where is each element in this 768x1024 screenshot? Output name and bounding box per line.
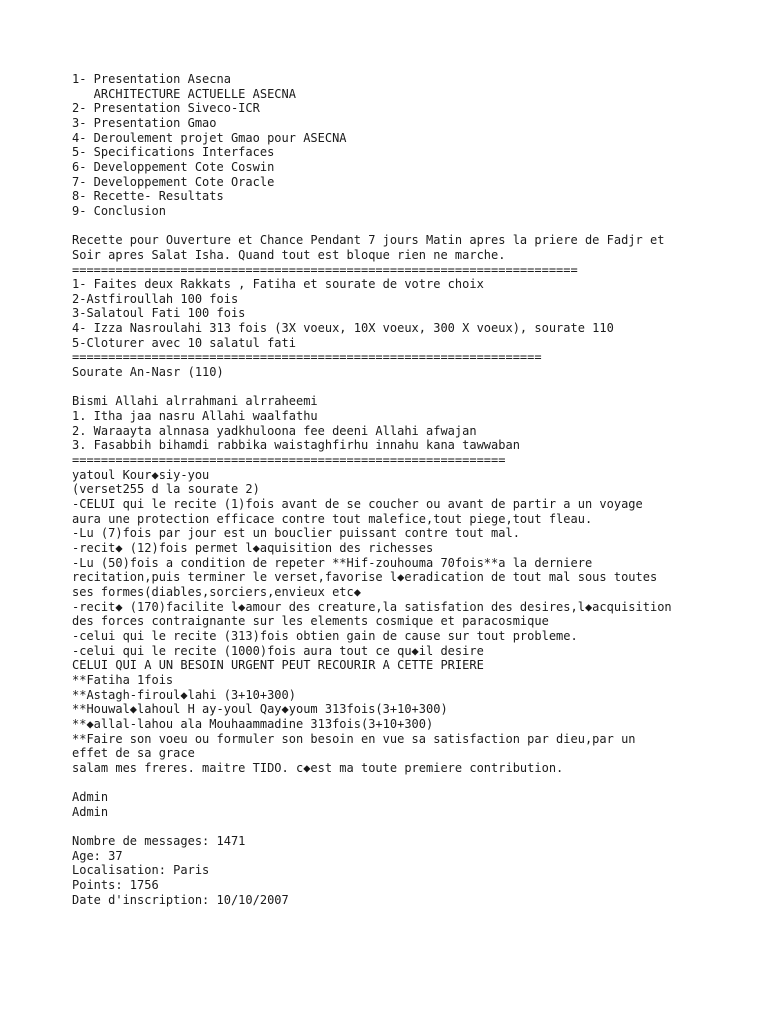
- text-line: Localisation: Paris: [72, 863, 210, 878]
- text-line: Bismi Allahi alrrahmani alrraheemi: [72, 394, 318, 409]
- text-line: 4- Deroulement projet Gmao pour ASECNA: [72, 130, 347, 145]
- text-line: Points: 1756: [72, 878, 159, 893]
- text-line: salam mes freres. maitre TIDO. c◆est ma toute premiere contribution.: [72, 760, 564, 775]
- text-line: 1. Itha jaa nasru Allahi waalfathu: [72, 409, 318, 424]
- text-line: ARCHITECTURE ACTUELLE ASECNA: [72, 86, 296, 101]
- text-line: Admin: [72, 804, 109, 819]
- text-line: Age: 37: [72, 848, 123, 863]
- text-line: Date d'inscription: 10/10/2007: [72, 892, 289, 907]
- text-line: Admin: [72, 790, 109, 805]
- text-line: -recit◆ (170)facilite l◆amour des creature,la satisfation des desires,l◆acquisition: [72, 599, 672, 614]
- blank-line: [72, 775, 752, 790]
- text-line: 6- Developpement Cote Coswin: [72, 159, 275, 174]
- text-line: -recit◆ (12)fois permet l◆aquisition des richesses: [72, 540, 434, 555]
- text-line: Sourate An-Nasr (110): [72, 365, 224, 380]
- text-line: 7- Developpement Cote Oracle: [72, 174, 275, 189]
- text-line: 4- Izza Nasroulahi 313 fois (3X voeux, 10X voeux, 300 X voeux), sourate 110: [72, 321, 614, 336]
- blank-line: [72, 380, 752, 395]
- text-line: CELUI QUI A UN BESOIN URGENT PEUT RECOURIR A CETTE PRIERE: [72, 658, 484, 673]
- blank-line: [72, 819, 752, 834]
- text-line: ======================================================================: [72, 262, 578, 277]
- text-line: ses formes(diables,sorciers,envieux etc◆: [72, 584, 361, 599]
- text-line: **Faire son voeu ou formuler son besoin en vue sa satisfaction par dieu,par un: [72, 731, 636, 746]
- text-line: **Fatiha 1fois: [72, 672, 174, 687]
- text-line: effet de sa grace: [72, 746, 195, 761]
- text-line: 1- Faites deux Rakkats , Fatiha et sourate de votre choix: [72, 277, 484, 292]
- text-line: 2. Waraayta alnnasa yadkhuloona fee deeni Allahi afwajan: [72, 423, 477, 438]
- text-line: 8- Recette- Resultats: [72, 189, 224, 204]
- text-line: 2- Presentation Siveco-ICR: [72, 101, 260, 116]
- text-line: ============================================================: [72, 453, 506, 468]
- text-line: -Lu (50)fois a condition de repeter **Hif-zouhouma 70fois**a la derniere: [72, 555, 593, 570]
- text-line: (verset255 d la sourate 2): [72, 482, 260, 497]
- text-line: Nombre de messages: 1471: [72, 834, 246, 849]
- text-line: -CELUI qui le recite (1)fois avant de se coucher ou avant de partir a un voyage: [72, 497, 643, 511]
- text-line: 3-Salatoul Fati 100 fois: [72, 306, 246, 321]
- text-line: -Lu (7)fois par jour est un bouclier puissant contre tout mal.: [72, 526, 520, 541]
- text-line: aura une protection efficace contre tout malefice,tout piege,tout fleau.: [72, 511, 593, 526]
- text-line: des forces contraignante sur les elements cosmique et paracosmique: [72, 614, 549, 629]
- text-line: =================================================================: [72, 350, 542, 365]
- text-line: 3- Presentation Gmao: [72, 115, 217, 130]
- document-page: [72, 72, 752, 907]
- text-line: yatoul Kour◆siy-you: [72, 467, 210, 482]
- text-line: 5- Specifications Interfaces: [72, 145, 275, 160]
- text-line: 5-Cloturer avec 10 salatul fati: [72, 335, 296, 350]
- text-line: -celui qui le recite (1000)fois aura tout ce qu◆il desire: [72, 643, 484, 658]
- text-line: Recette pour Ouverture et Chance Pendant 7 jours Matin apres la priere de Fadjr et: [72, 233, 665, 248]
- blank-line: [72, 219, 752, 234]
- text-line: **◆allal-lahou ala Mouhaammadine 313fois(3+10+300): [72, 716, 434, 731]
- text-line: -celui qui le recite (313)fois obtien gain de cause sur tout probleme.: [72, 628, 578, 643]
- text-line: **Houwal◆lahoul H ay-youl Qay◆youm 313fois(3+10+300): [72, 702, 448, 717]
- text-line: 9- Conclusion: [72, 203, 166, 218]
- text-line: **Astagh-firoul◆lahi (3+10+300): [72, 687, 296, 702]
- text-line: 1- Presentation Asecna: [72, 72, 231, 86]
- text-line: recitation,puis terminer le verset,favorise l◆eradication de tout mal sous toutes: [72, 570, 658, 585]
- text-line: Soir apres Salat Isha. Quand tout est bloque rien ne marche.: [72, 247, 506, 262]
- text-line: 2-Astfiroullah 100 fois: [72, 291, 239, 306]
- text-line: 3. Fasabbih bihamdi rabbika waistaghfirhu innahu kana tawwaban: [72, 438, 520, 453]
